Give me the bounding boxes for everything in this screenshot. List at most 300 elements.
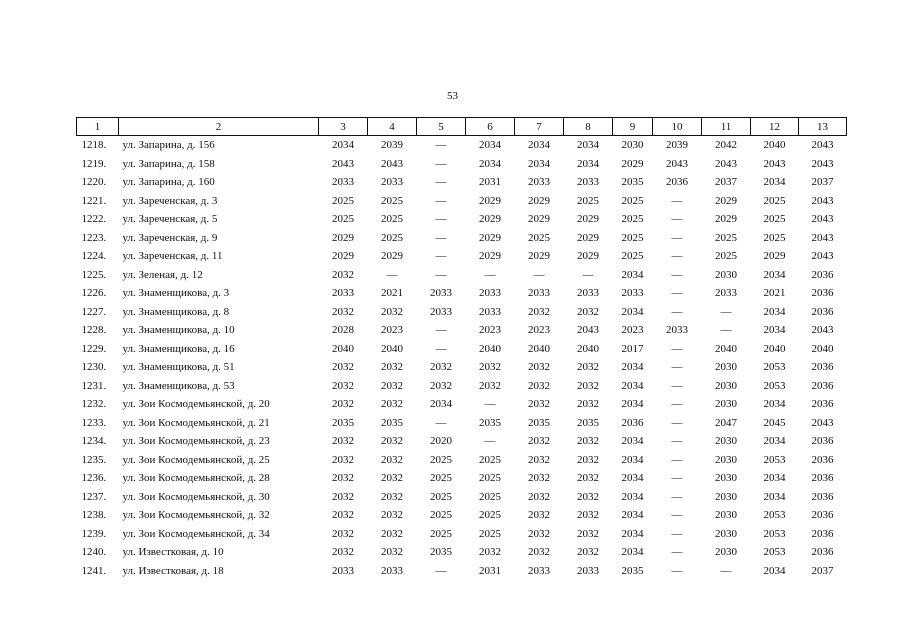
col-13-cell: 2036 xyxy=(811,287,834,300)
col-7-cell: 2032 xyxy=(528,546,550,559)
col-5-cell: 2025 xyxy=(430,472,452,485)
col-4-cell: 2035 xyxy=(381,416,403,429)
col-5-cell: — xyxy=(435,139,447,152)
table-row xyxy=(77,525,847,544)
row-number-cell: 1241. xyxy=(81,564,107,577)
row-number-cell: 1235. xyxy=(81,453,107,466)
col-5-cell: — xyxy=(435,176,447,189)
col-11-cell: 2030 xyxy=(715,546,737,559)
col-5-cell: 2025 xyxy=(430,453,452,466)
column-header-2: 2 xyxy=(119,118,319,136)
col-10-cell: — xyxy=(671,509,683,522)
col-12-cell: 2021 xyxy=(763,287,786,300)
col-9-cell: 2034 xyxy=(621,305,644,318)
table-row xyxy=(77,488,847,507)
col-7-cell: 2032 xyxy=(528,490,550,503)
col-8-cell: 2032 xyxy=(577,527,599,540)
col-10-cell: — xyxy=(671,527,683,540)
col-6-cell: 2040 xyxy=(479,342,501,355)
col-4-cell: 2032 xyxy=(381,398,403,411)
col-4-cell: 2025 xyxy=(381,213,403,226)
table-row xyxy=(77,340,847,359)
col-8-cell: 2029 xyxy=(577,250,599,263)
address-cell: ул. Зареченская, д. 5 xyxy=(122,213,218,226)
col-9-cell: 2033 xyxy=(621,287,644,300)
column-header-3: 3 xyxy=(319,118,368,136)
col-6-cell: 2029 xyxy=(479,231,501,244)
column-header-4: 4 xyxy=(368,118,417,136)
col-12-cell: 2034 xyxy=(763,176,786,189)
col-12-cell: 2053 xyxy=(763,546,786,559)
col-7-cell: 2032 xyxy=(528,509,550,522)
column-header-13: 13 xyxy=(799,118,847,136)
col-6-cell: 2033 xyxy=(479,305,501,318)
col-6-cell: 2034 xyxy=(479,157,501,170)
col-8-cell: 2033 xyxy=(577,176,599,189)
col-8-cell: 2033 xyxy=(577,564,599,577)
col-10-cell: — xyxy=(671,194,683,207)
col-3-cell: 2025 xyxy=(332,213,354,226)
col-8-cell: 2034 xyxy=(577,157,599,170)
col-3-cell: 2040 xyxy=(332,342,354,355)
address-cell: ул. Зои Космодемьянской, д. 28 xyxy=(122,472,270,485)
col-12-cell: 2053 xyxy=(763,527,786,540)
col-3-cell: 2028 xyxy=(332,324,354,337)
address-cell: ул. Зареченская, д. 9 xyxy=(122,231,218,244)
col-8-cell: 2032 xyxy=(577,305,599,318)
row-number-cell: 1223. xyxy=(81,231,107,244)
col-7-cell: 2033 xyxy=(528,287,550,300)
col-7-cell: 2029 xyxy=(528,213,550,226)
col-12-cell: 2053 xyxy=(763,379,786,392)
col-12-cell: 2025 xyxy=(763,213,786,226)
col-4-cell: 2033 xyxy=(381,176,403,189)
data-table xyxy=(76,117,847,580)
col-5-cell: — xyxy=(435,213,447,226)
table-row xyxy=(77,414,847,433)
col-11-cell: 2029 xyxy=(715,194,737,207)
col-11-cell: 2030 xyxy=(715,472,737,485)
col-11-cell: 2033 xyxy=(715,287,737,300)
row-number-cell: 1236. xyxy=(81,472,107,485)
col-4-cell: 2043 xyxy=(381,157,403,170)
col-6-cell: 2032 xyxy=(479,379,501,392)
col-11-cell: 2030 xyxy=(715,398,737,411)
table-row xyxy=(77,229,847,248)
col-11-cell: 2030 xyxy=(715,453,737,466)
col-5-cell: 2033 xyxy=(430,287,452,300)
col-9-cell: 2025 xyxy=(621,250,644,263)
col-7-cell: — xyxy=(533,268,545,281)
col-5-cell: 2025 xyxy=(430,527,452,540)
col-3-cell: 2032 xyxy=(332,305,354,318)
col-6-cell: 2034 xyxy=(479,139,501,152)
table-row xyxy=(77,469,847,488)
col-10-cell: — xyxy=(671,564,683,577)
col-6-cell: 2025 xyxy=(479,509,501,522)
row-number-cell: 1228. xyxy=(81,324,107,337)
col-3-cell: 2032 xyxy=(332,435,354,448)
col-11-cell: — xyxy=(720,324,732,337)
col-3-cell: 2032 xyxy=(332,268,354,281)
col-6-cell: 2033 xyxy=(479,287,501,300)
address-cell: ул. Знаменщикова, д. 3 xyxy=(122,287,230,300)
col-10-cell: 2043 xyxy=(666,157,688,170)
col-8-cell: 2033 xyxy=(577,287,599,300)
col-6-cell: 2025 xyxy=(479,472,501,485)
col-10-cell: — xyxy=(671,231,683,244)
col-8-cell: 2032 xyxy=(577,398,599,411)
col-9-cell: 2034 xyxy=(621,398,644,411)
col-4-cell: 2021 xyxy=(381,287,403,300)
col-5-cell: — xyxy=(435,324,447,337)
col-11-cell: 2030 xyxy=(715,361,737,374)
column-header-7: 7 xyxy=(515,118,564,136)
col-12-cell: 2043 xyxy=(763,157,786,170)
row-number-cell: 1226. xyxy=(81,287,107,300)
row-number-cell: 1233. xyxy=(81,416,107,429)
table-row xyxy=(77,321,847,340)
col-12-cell: 2040 xyxy=(763,139,786,152)
col-4-cell: 2033 xyxy=(381,564,403,577)
col-10-cell: — xyxy=(671,287,683,300)
col-5-cell: — xyxy=(435,194,447,207)
col-7-cell: 2034 xyxy=(528,157,550,170)
col-9-cell: 2035 xyxy=(621,176,644,189)
col-4-cell: 2032 xyxy=(381,490,403,503)
col-3-cell: 2033 xyxy=(332,287,354,300)
col-8-cell: 2034 xyxy=(577,139,599,152)
col-4-cell: — xyxy=(386,268,398,281)
col-11-cell: 2037 xyxy=(715,176,737,189)
col-12-cell: 2045 xyxy=(763,416,786,429)
col-7-cell: 2032 xyxy=(528,527,550,540)
address-cell: ул. Зареченская, д. 3 xyxy=(122,194,218,207)
col-12-cell: 2034 xyxy=(763,435,786,448)
col-7-cell: 2032 xyxy=(528,361,550,374)
row-number-cell: 1230. xyxy=(81,361,107,374)
col-8-cell: 2032 xyxy=(577,379,599,392)
address-cell: ул. Знаменщикова, д. 53 xyxy=(122,379,235,392)
col-3-cell: 2032 xyxy=(332,398,354,411)
col-12-cell: 2034 xyxy=(763,268,786,281)
col-8-cell: 2032 xyxy=(577,361,599,374)
address-cell: ул. Запарина, д. 160 xyxy=(122,176,215,189)
col-10-cell: — xyxy=(671,472,683,485)
col-3-cell: 2035 xyxy=(332,416,354,429)
col-4-cell: 2032 xyxy=(381,379,403,392)
col-6-cell: 2031 xyxy=(479,176,501,189)
col-5-cell: — xyxy=(435,564,447,577)
col-4-cell: 2040 xyxy=(381,342,403,355)
col-6-cell: 2029 xyxy=(479,194,501,207)
col-3-cell: 2032 xyxy=(332,509,354,522)
row-number-cell: 1237. xyxy=(81,490,107,503)
col-3-cell: 2032 xyxy=(332,546,354,559)
col-13-cell: 2036 xyxy=(811,527,834,540)
col-13-cell: 2036 xyxy=(811,305,834,318)
col-13-cell: 2043 xyxy=(811,139,834,152)
col-9-cell: 2025 xyxy=(621,213,644,226)
row-number-cell: 1227. xyxy=(81,305,107,318)
col-7-cell: 2033 xyxy=(528,176,550,189)
address-cell: ул. Зои Космодемьянской, д. 32 xyxy=(122,509,270,522)
col-10-cell: 2036 xyxy=(666,176,688,189)
column-header-8: 8 xyxy=(564,118,613,136)
col-12-cell: 2025 xyxy=(763,231,786,244)
col-13-cell: 2037 xyxy=(811,176,834,189)
column-header-1: 1 xyxy=(77,118,119,136)
col-11-cell: 2025 xyxy=(715,250,737,263)
col-3-cell: 2029 xyxy=(332,231,354,244)
col-4-cell: 2032 xyxy=(381,453,403,466)
col-6-cell: — xyxy=(484,435,496,448)
col-4-cell: 2032 xyxy=(381,305,403,318)
column-header-5: 5 xyxy=(417,118,466,136)
col-3-cell: 2032 xyxy=(332,527,354,540)
col-11-cell: 2047 xyxy=(715,416,737,429)
col-3-cell: 2025 xyxy=(332,194,354,207)
col-12-cell: 2053 xyxy=(763,361,786,374)
address-cell: ул. Зои Космодемьянской, д. 21 xyxy=(122,416,270,429)
col-12-cell: 2034 xyxy=(763,490,786,503)
col-13-cell: 2036 xyxy=(811,398,834,411)
row-number-cell: 1231. xyxy=(81,379,107,392)
column-header-11: 11 xyxy=(702,118,751,136)
col-5-cell: — xyxy=(435,157,447,170)
table-row xyxy=(77,284,847,303)
col-5-cell: 2025 xyxy=(430,509,452,522)
col-7-cell: 2034 xyxy=(528,139,550,152)
table-row xyxy=(77,432,847,451)
row-number-cell: 1239. xyxy=(81,527,107,540)
address-cell: ул. Известковая, д. 18 xyxy=(122,564,224,577)
col-7-cell: 2035 xyxy=(528,416,550,429)
col-6-cell: — xyxy=(484,398,496,411)
address-cell: ул. Знаменщикова, д. 8 xyxy=(122,305,230,318)
col-4-cell: 2032 xyxy=(381,509,403,522)
col-11-cell: 2030 xyxy=(715,527,737,540)
col-11-cell: 2030 xyxy=(715,268,737,281)
column-header-6: 6 xyxy=(466,118,515,136)
col-10-cell: — xyxy=(671,453,683,466)
col-4-cell: 2032 xyxy=(381,435,403,448)
col-4-cell: 2025 xyxy=(381,231,403,244)
col-10-cell: — xyxy=(671,361,683,374)
col-11-cell: — xyxy=(720,305,732,318)
col-6-cell: 2031 xyxy=(479,564,501,577)
col-11-cell: 2030 xyxy=(715,379,737,392)
column-header-10: 10 xyxy=(653,118,702,136)
col-13-cell: 2036 xyxy=(811,268,834,281)
column-header-9: 9 xyxy=(613,118,653,136)
col-5-cell: 2032 xyxy=(430,379,452,392)
col-11-cell: 2025 xyxy=(715,231,737,244)
col-9-cell: 2034 xyxy=(621,379,644,392)
col-7-cell: 2029 xyxy=(528,194,550,207)
col-9-cell: 2025 xyxy=(621,194,644,207)
col-10-cell: — xyxy=(671,379,683,392)
col-13-cell: 2036 xyxy=(811,453,834,466)
col-4-cell: 2032 xyxy=(381,361,403,374)
table-row xyxy=(77,506,847,525)
col-6-cell: 2023 xyxy=(479,324,501,337)
column-header-12: 12 xyxy=(751,118,799,136)
col-13-cell: 2036 xyxy=(811,379,834,392)
col-13-cell: 2043 xyxy=(811,157,834,170)
col-9-cell: 2034 xyxy=(621,453,644,466)
col-11-cell: 2042 xyxy=(715,139,737,152)
col-5-cell: 2032 xyxy=(430,361,452,374)
row-number-cell: 1240. xyxy=(81,546,107,559)
col-3-cell: 2033 xyxy=(332,176,354,189)
col-8-cell: 2032 xyxy=(577,490,599,503)
col-5-cell: — xyxy=(435,231,447,244)
col-3-cell: 2032 xyxy=(332,379,354,392)
col-6-cell: 2032 xyxy=(479,546,501,559)
col-11-cell: — xyxy=(720,564,732,577)
col-8-cell: 2040 xyxy=(577,342,599,355)
col-12-cell: 2034 xyxy=(763,472,786,485)
col-11-cell: 2029 xyxy=(715,213,737,226)
table-row xyxy=(77,155,847,174)
col-3-cell: 2029 xyxy=(332,250,354,263)
col-3-cell: 2032 xyxy=(332,472,354,485)
address-cell: ул. Зеленая, д. 12 xyxy=(122,268,203,281)
col-10-cell: — xyxy=(671,490,683,503)
address-cell: ул. Известковая, д. 10 xyxy=(122,546,224,559)
col-9-cell: 2036 xyxy=(621,416,644,429)
col-10-cell: — xyxy=(671,305,683,318)
col-7-cell: 2033 xyxy=(528,564,550,577)
col-13-cell: 2036 xyxy=(811,361,834,374)
col-3-cell: 2032 xyxy=(332,361,354,374)
col-11-cell: 2030 xyxy=(715,435,737,448)
row-number-cell: 1222. xyxy=(81,213,107,226)
col-12-cell: 2025 xyxy=(763,194,786,207)
page-number: 53 xyxy=(447,90,458,102)
col-10-cell: — xyxy=(671,416,683,429)
col-3-cell: 2032 xyxy=(332,453,354,466)
col-13-cell: 2043 xyxy=(811,250,834,263)
col-6-cell: 2029 xyxy=(479,250,501,263)
col-6-cell: 2032 xyxy=(479,361,501,374)
col-10-cell: — xyxy=(671,546,683,559)
row-number-cell: 1218. xyxy=(81,139,107,152)
col-9-cell: 2034 xyxy=(621,435,644,448)
col-7-cell: 2032 xyxy=(528,379,550,392)
col-5-cell: 2034 xyxy=(430,398,452,411)
col-8-cell: 2035 xyxy=(577,416,599,429)
col-13-cell: 2043 xyxy=(811,324,834,337)
col-6-cell: 2025 xyxy=(479,527,501,540)
col-6-cell: — xyxy=(484,268,496,281)
address-cell: ул. Зои Космодемьянской, д. 25 xyxy=(122,453,270,466)
col-8-cell: 2032 xyxy=(577,435,599,448)
col-5-cell: — xyxy=(435,416,447,429)
col-4-cell: 2025 xyxy=(381,194,403,207)
row-number-cell: 1238. xyxy=(81,509,107,522)
col-7-cell: 2040 xyxy=(528,342,550,355)
col-7-cell: 2032 xyxy=(528,453,550,466)
col-10-cell: — xyxy=(671,213,683,226)
col-3-cell: 2033 xyxy=(332,564,354,577)
col-9-cell: 2034 xyxy=(621,472,644,485)
table-row xyxy=(77,562,847,581)
col-10-cell: — xyxy=(671,342,683,355)
col-5-cell: — xyxy=(435,268,447,281)
table-row xyxy=(77,303,847,322)
table-row xyxy=(77,247,847,266)
row-number-cell: 1225. xyxy=(81,268,107,281)
col-9-cell: 2034 xyxy=(621,268,644,281)
row-number-cell: 1221. xyxy=(81,194,107,207)
col-4-cell: 2029 xyxy=(381,250,403,263)
address-cell: ул. Запарина, д. 156 xyxy=(122,139,215,152)
address-cell: ул. Зои Космодемьянской, д. 20 xyxy=(122,398,270,411)
col-8-cell: 2032 xyxy=(577,472,599,485)
table-row xyxy=(77,377,847,396)
col-8-cell: 2029 xyxy=(577,213,599,226)
row-number-cell: 1219. xyxy=(81,157,107,170)
col-12-cell: 2034 xyxy=(763,564,786,577)
row-number-cell: 1232. xyxy=(81,398,107,411)
col-13-cell: 2037 xyxy=(811,564,834,577)
table-body xyxy=(77,136,847,581)
col-10-cell: 2033 xyxy=(666,324,688,337)
row-number-cell: 1229. xyxy=(81,342,107,355)
col-9-cell: 2035 xyxy=(621,564,644,577)
col-9-cell: 2025 xyxy=(621,231,644,244)
col-11-cell: 2040 xyxy=(715,342,737,355)
col-4-cell: 2032 xyxy=(381,472,403,485)
col-9-cell: 2030 xyxy=(621,139,644,152)
col-7-cell: 2029 xyxy=(528,250,550,263)
col-5-cell: — xyxy=(435,250,447,263)
col-4-cell: 2039 xyxy=(381,139,403,152)
col-12-cell: 2029 xyxy=(763,250,786,263)
col-10-cell: — xyxy=(671,398,683,411)
row-number-cell: 1220. xyxy=(81,176,107,189)
col-11-cell: 2030 xyxy=(715,509,737,522)
col-13-cell: 2036 xyxy=(811,472,834,485)
address-cell: ул. Знаменщикова, д. 51 xyxy=(122,361,235,374)
address-cell: ул. Зои Космодемьянской, д. 30 xyxy=(122,490,270,503)
col-7-cell: 2025 xyxy=(528,231,550,244)
col-6-cell: 2025 xyxy=(479,490,501,503)
col-4-cell: 2032 xyxy=(381,546,403,559)
col-13-cell: 2036 xyxy=(811,546,834,559)
col-3-cell: 2034 xyxy=(332,139,354,152)
col-9-cell: 2034 xyxy=(621,490,644,503)
col-7-cell: 2032 xyxy=(528,398,550,411)
col-8-cell: 2025 xyxy=(577,194,599,207)
table-row xyxy=(77,543,847,562)
table-row xyxy=(77,136,847,155)
col-9-cell: 2034 xyxy=(621,527,644,540)
col-9-cell: 2034 xyxy=(621,361,644,374)
table-row xyxy=(77,173,847,192)
col-8-cell: 2032 xyxy=(577,509,599,522)
col-12-cell: 2040 xyxy=(763,342,786,355)
row-number-cell: 1234. xyxy=(81,435,107,448)
col-6-cell: 2029 xyxy=(479,213,501,226)
col-13-cell: 2036 xyxy=(811,490,834,503)
table-row xyxy=(77,358,847,377)
col-10-cell: — xyxy=(671,268,683,281)
col-8-cell: 2043 xyxy=(577,324,599,337)
col-8-cell: — xyxy=(582,268,594,281)
